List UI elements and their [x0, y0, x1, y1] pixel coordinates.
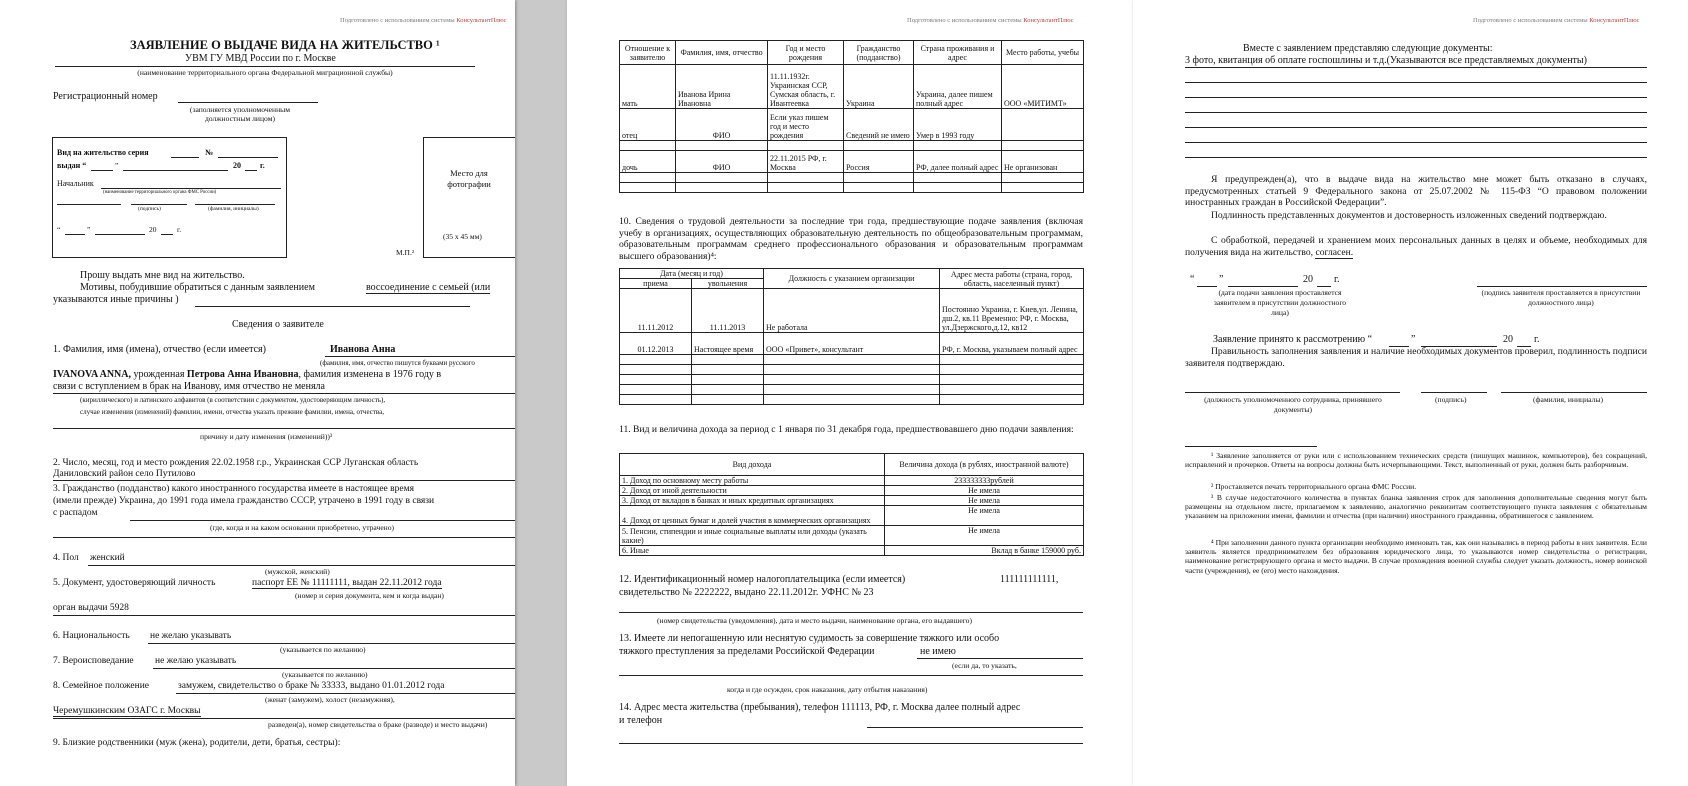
page-header: Подготовлено с использованием системы КонсультантПлюс [907, 17, 1074, 24]
reg-number-label: Регистрационный номер [53, 91, 158, 102]
footnote-2: ² Проставляется печать территориального органа ФМС России. [1211, 482, 1417, 491]
page-header: Подготовлено с использованием системы КонсультантПлюс [340, 17, 507, 24]
q10-text: 10. Сведения о трудовой деятельности за последние три года, предшествующие подаче заявления (включая учебу в организациях, осуществляющих образовательную деятельность по общеобразовательным программам, образовательным программам среднего профессионального образования и образовательным программам высшего образования)⁴: [619, 216, 1083, 262]
q2-text-2: Даниловский район село Путилово [53, 469, 196, 479]
q5-value: паспорт ЕЕ № 11111111, выдан 22.11.2012 года [252, 578, 442, 588]
page-2: Подготовлено с использованием системы КонсультантПлюс Отношение к заявителю Фамилия, имя, отчество Год и место рождения Гражданство (подданство) Страна проживания и адрес Место работы, учебы мать Иванова Ирина Ивановна 11.11.1932г. Украинская ССР, Сумская область, г. Ивантеевка Украина Украина, далее пишем полный адрес ООО «МИТИМТ» отец ФИО Если указ пишем год и место рождения Сведений не имею Умер в 1993 году дочь ФИО 22.11.2015 РФ, г. Москва Россия РФ, далее полный адрес Не организован 10. Сведения о трудовой деятельности за последние три года, предшествующие подаче заявления (включая учебу в организациях, осуществляющих образовательную деятельность по общеобразовательным программам, образовательным программам среднего профессионального образования и образовательным программам высшего образования)⁴: Дата (месяц и год) Должность с указанием организации Адрес места работы (страна, город, область, населенный пункт) приема увольнения 11.11.2012 11.11.2013 Не работала Постоянно Украина, г. Киев,ул. Ленина, дш.2, кв.11 Временно: РФ, г. Москва, ул.Дзержского,д.12, кв12 01.12.2013 Настоящее время ООО «Привет», консультант РФ, г. Москва, указываем полный адрес 11. Вид и величина дохода за период с 1 января по 31 декабря года, предшествовавшего дню подачи заявления: Вид дохода Величина дохода (в рублях, иностранной валюте) 1. Доход по основному месту работы 233333333рублей 2. Доход от иной деятельности Не имела 3. Доход от вкладов в банках и иных кредитных организациях Не имела 4. Доход от ценных бумаг и долей участия в коммерческих организациях Не имела 5. Пенсии, стипендии и иные социальные выплаты или доходы (указать какие) Не имела 6. Иные Вклад в банке 159000 руб. 12. Идентификационный номер налогоплательщика (если имеется) 111111111111, свидетельство № 2222222, выдано 22.11.2012г. УФНС № 23 (номер свидетельства (уведомления), дата и место выдачи, наименование органа, его выдавшего) 13. Имеете ли непогашенную или неснятую судимость за совершение тяжкого или особо тяжкого преступления за пределами Российской Федерации не имею (если да, то указать, когда и где осужден, срок наказания, дату отбытия наказания) 14. Адрес места жительства (пребывания), телефон 111113, РФ, г. Москва далее полный адрес и телефон [567, 0, 1133, 786]
applicant-section-title: Сведения о заявителе [232, 319, 324, 330]
table-row: 6. Иные Вклад в банке 159000 руб. [620, 546, 1084, 556]
work-table: Дата (месяц и год) Должность с указанием организации Адрес места работы (страна, город, область, населенный пункт) приема увольнения 11.11.2012 11.11.2013 Не работала Постоянно Украина, г. Киев,ул. Ленина, дш.2, кв.11 Временно: РФ, г. Москва, ул.Дзержского,д.12, кв12 01.12.2013 Настоящее время ООО «Привет», консультант РФ, г. Москва, указываем полный адрес [619, 268, 1084, 405]
q13-text-2: тяжкого преступления за пределами Российской Федерации [619, 646, 875, 657]
docs-intro: Вместе с заявлением представляю следующие документы: [1243, 43, 1493, 54]
photo-label: Место для фотографии [447, 168, 491, 189]
table-row: 2. Доход от иной деятельности Не имела [620, 486, 1084, 496]
q12-label: 12. Идентификационный номер налогоплательщика (если имеется) [619, 574, 906, 585]
relatives-table: Отношение к заявителю Фамилия, имя, отчество Год и место рождения Гражданство (подданство) Страна проживания и адрес Место работы, учебы мать Иванова Ирина Ивановна 11.11.1932г. Украинская ССР, Сумская область, г. Ивантеевка Украина Украина, далее пишем полный адрес ООО «МИТИМТ» отец ФИО Если указ пишем год и место рождения Сведений не имею Умер в 1993 году дочь ФИО 22.11.2015 РФ, г. Москва Россия РФ, далее полный адрес Не организован [619, 40, 1084, 193]
date-caption: (дата подачи заявления проставляется заявителем в присутствии должностного лица) [1213, 288, 1347, 317]
table-row: 11.11.2012 11.11.2013 Не работала Постоянно Украина, г. Киев,ул. Ленина, дш.2, кв.11 Временно: РФ, г. Москва, ул.Дзержского,д.12, кв12 [620, 289, 1084, 333]
q12-cert: свидетельство № 2222222, выдано 22.11.2012г. УФНС № 23 [619, 587, 874, 598]
footnote-3: ³ В случае недостаточного количества в пунктах бланка заявления строк для заполнения дополнительные сведения могут быть размещены на отдельном листе, прилагаемом к заявлению, аналогично реквизитам соответствующего пункта заявления с обязательным указанием на приложении имени, фамилии и отчества (при наличии) иностранного гражданина, обратившегося с заявлением. [1185, 493, 1647, 521]
motives-value: воссоединение с семьей (или [366, 282, 491, 293]
q2-text: 2. Число, месяц, год и место рождения 22.02.1958 г.р., Украинская ССР Луганская область [53, 458, 419, 468]
page-3: Подготовлено с использованием системы КонсультантПлюс Вместе с заявлением представляю следующие документы: 3 фото, квитанция об оплате госпошлины и т.д.(Указываются все представляемых документы) Я предупрежден(а), что в выдаче вида на жительство мне может быть отказано в случаях, предусмотренных статьей 9 Федерального закона от 25.07.2002 № 115-ФЗ “О правовом положении иностранных граждан в Российской Федерации”. Подлинность представленных документов и достоверность изложенных сведений подтверждаю. С обработкой, передачей и хранением моих персональных данных в целях и объеме, необходимых для получения вида на жительство, согласен. “ ” 20 г. (дата подачи заявления проставляется заявителем в присутствии должностного лица) (подпись заявителя проставляется в присутствии должностного лица) Заявление принято к рассмотрению “ ” 20 г. Правильность заполнения заявления и наличие необходимых документов проверил, подлинность подписи заявителя подтверждаю. (должность уполномоченного сотрудника, принявшего документы) (подпись) (фамилия, инициалы) ¹ Заявление заполняется от руки или с использованием технических средств (пишущих машинок, компьютеров), без сокращений, исправлений и прочерков. Ответы на вопросы должны быть исчерпывающими. Текст, выполненный от руки, должен быть разборчивым. ² Проставляется печать территориального органа ФМС России. ³ В случае недостаточного количества в пунктах бланка заявления строк для заполнения дополнительные сведения могут быть размещены на отдельном листе, прилагаемом к заявлению, аналогично реквизитам соответствующего пункта заявления с обязательным указанием на приложении имени, фамилии и отчества (при наличии) иностранного гражданина, обратившегося с заявлением. ⁴ При заполнении данного пункта организации необходимо именовать так, как они назывались в период работы в них заявителя. Если заявитель является предпринимателем без образования юридического лица, то указываются номер свидетельства о регистрации, наименование регистрирующего органа и место выдачи. В случае прохождения военной службы следует указать должность, номер воинской части (учреждения), ее (его) место нахождения. [1133, 0, 1688, 786]
authority-name: УВМ ГУ МВД России по г. Москве [185, 53, 336, 64]
table-row: 1. Доход по основному месту работы 233333333рублей [620, 476, 1084, 486]
q1-line-3: связи с вступлением в брак на Иванову, имя отчество не меняла [53, 381, 325, 392]
table-row: 5. Пенсии, стипендии и иные социальные выплаты или доходы (указать какие) Не имела [620, 526, 1084, 546]
q6-label: 6. Национальность [53, 631, 130, 641]
form-title: ЗАЯВЛЕНИЕ О ВЫДАЧЕ ВИДА НА ЖИТЕЛЬСТВО ¹ [130, 38, 440, 52]
q13-text: 13. Имеете ли непогашенную или неснятую судимость за совершение тяжкого или особо [619, 633, 1000, 644]
q3-text: 3. Гражданство (подданство) какого иностранного государства имеете в настоящее время [53, 484, 414, 494]
reg-number-caption: (заполняется уполномоченным должностным лицом) [189, 105, 291, 123]
permit-box: Вид на жительство серия № выдан “ ” 20 г. Начальник (наименование территориального органа ФМС России) (подпись) (фамилия, инициалы) “ ” 20 г. [52, 137, 287, 258]
applicant-sign-caption: (подпись заявителя проставляется в присутствии должностного лица) [1481, 288, 1641, 307]
accepted-label: Заявление принято к рассмотрению “ [1213, 334, 1373, 345]
officer-caption: (должность уполномоченного сотрудника, принявшего документы) [1204, 395, 1382, 414]
q11-text: 11. Вид и величина дохода за период с 1 января по 31 декабря года, предшествовавшего дню подачи заявления: [619, 424, 1074, 435]
photo-box: Место для фотографии (35 х 45 мм) [423, 137, 515, 258]
table-row: мать Иванова Ирина Ивановна 11.11.1932г. Украинская ССР, Сумская область, г. Ивантеевка Украина Украина, далее пишем полный адрес ООО «МИТИМТ» [620, 65, 1084, 109]
q9-label: 9. Близкие родственники (муж (жена), родители, дети, братья, сестры): [53, 738, 341, 748]
q6-value: не желаю указывать [150, 631, 232, 641]
q5-issuer: орган выдачи 5928 [53, 603, 129, 613]
q8-issuer: Черемушкинским ОЗАГС г. Москвы [53, 706, 201, 716]
check-text: Правильность заполнения заявления и наличие необходимых документов проверил, подлинность подписи заявителя подтверждаю. [1185, 346, 1647, 369]
q3-text-3: с распадом [53, 508, 98, 518]
footnote-4: ⁴ При заполнении данного пункта организации необходимо именовать так, как они назывались в период работы в них заявителя. Если заявитель является предпринимателем без образования юридического лица, то указываются номер свидетельства о регистрации, наименование регистрирующего органа и место выдачи. В случае прохождения военной службы следует указать должность, номер воинской части (учреждения), ее (его) место нахождения. [1185, 538, 1647, 575]
warning-text: Я предупрежден(а), что в выдаче вида на жительство мне может быть отказано в случаях, предусмотренных статьей 9 Федерального закона от 25.07.2002 № 115-ФЗ “О правовом положении иностранных граждан в Российской Федерации”. [1185, 174, 1647, 208]
table-row: дочь ФИО 22.11.2015 РФ, г. Москва Россия РФ, далее полный адрес Не организован [620, 151, 1084, 173]
page-1: Подготовлено с использованием системы КонсультантПлюс ЗАЯВЛЕНИЕ О ВЫДАЧЕ ВИДА НА ЖИТЕЛЬСТВО ¹ УВМ ГУ МВД России по г. Москве (наименование территориального органа Федеральной миграционной службы) Регистрационный номер (заполняется уполномоченным должностным лицом) Вид на жительство серия № выдан “ ” 20 г. Начальник (наименование территориального органа ФМС России) (подпись) (фамилия, инициалы) “ ” 20 г. Место для фотографии (35 х 45 мм) М.П.² Прошу выдать мне вид на жительство. Мотивы, побудившие обратиться с данным заявлением воссоединение с семьей (или указываются иные причины ) Сведения о заявителе 1. Фамилия, имя (имена), отчество (если имеется) Иванова Анна (фамилия, имя, отчество пишутся буквами русского IVANOVA ANNA, урожденная Петрова Анна Ивановна, фамилия изменена в 1976 году в связи с вступлением в брак на Иванову, имя отчество не меняла (кириллического) и латинского алфавитов (в соответствии с документом, удостоверяющим личность), случае изменения (изменений) фамилии, имени, отчества указать прежние фамилии, имена, отчества, причину и дату изменения (изменений))³ 2. Число, месяц, год и место рождения 22.02.1958 г.р., Украинская ССР Луганская область Даниловский район село Путилово 3. Гражданство (подданство) какого иностранного государства имеете в настоящее время (имели прежде) Украина, до 1991 года имела гражданство СССР, утрачено в 1991 году в связи с распадом (где, когда и на каком основании приобретено, утрачено) 4. Пол женский (мужской, женский) 5. Документ, удостоверяющий личность паспорт ЕЕ № 11111111, выдан 22.11.2012 года (номер и серия документа, кем и когда выдан) орган выдачи 5928 6. Национальность не желаю указывать (указывается по желанию) 7. Вероисповедание не желаю указывать (указывается по желанию) 8. Семейное положение замужем, свидетельство о браке № 33333, выдано 01.01.2012 года (женат (замужем), холост (незамужняя), Черемушкинским ОЗАГС г. Москвы разведен(а), номер свидетельства о браке (разводе) и место выдачи) 9. Близкие родственники (муж (жена), родители, дети, братья, сестры): [0, 0, 515, 786]
table-row: 4. Доход от ценных бумаг и долей участия в коммерческих организациях Не имела [620, 506, 1084, 526]
q1-value: Иванова Анна [330, 344, 396, 355]
q8-value: замужем, свидетельство о браке № 33333, выдано 01.01.2012 года [178, 681, 445, 691]
q13-value: не имею [920, 646, 956, 657]
authority-caption: (наименование территориального органа Федеральной миграционной службы) [137, 68, 393, 77]
q12-value: 111111111111, [1000, 574, 1059, 585]
stamp-mark: М.П.² [396, 248, 415, 257]
table-row: 3. Доход от вкладов в банках и иных кредитных организациях Не имела [620, 496, 1084, 506]
income-table: Вид дохода Величина дохода (в рублях, иностранной валюте) 1. Доход по основному месту работы 233333333рублей 2. Доход от иной деятельности Не имела 3. Доход от вкладов в банках и иных кредитных организациях Не имела 4. Доход от ценных бумаг и долей участия в коммерческих организациях Не имела 5. Пенсии, стипендии и иные социальные выплаты или доходы (указать какие) Не имела 6. Иные Вклад в банке 159000 руб. [619, 453, 1084, 556]
q1-label: 1. Фамилия, имя (имена), отчество (если имеется) [53, 344, 266, 355]
q4-label: 4. Пол [53, 553, 79, 563]
motives-label: Мотивы, побудившие обратиться с данным заявлением [80, 282, 315, 293]
q14-text-2: и телефон [619, 715, 663, 726]
q14-text: 14. Адрес места жительства (пребывания), телефон 111113, РФ, г. Москва далее полный адрес [619, 702, 1021, 713]
consent-text: С обработкой, передачей и хранением моих персональных данных в целях и объеме, необходимых для получения вида на жительство, согласен. [1185, 235, 1647, 258]
table-row: отец ФИО Если указ пишем год и место рождения Сведений не имею Умер в 1993 году [620, 109, 1084, 141]
table-row: 01.12.2013 Настоящее время ООО «Привет», консультант РФ, г. Москва, указываем полный адрес [620, 333, 1084, 355]
q3-text-2: (имели прежде) Украина, до 1991 года имела гражданство СССР, утрачено в 1991 году в связи [53, 496, 435, 506]
motives-value-2: указываются иные причины ) [53, 294, 179, 305]
footnote-1: ¹ Заявление заполняется от руки или с использованием технических средств (пишущих машинок, компьютеров), без сокращений, исправлений и прочерков. Ответы на вопросы должны быть исчерпывающими. Текст, выполненный от руки, должен быть разборчивым. [1185, 451, 1647, 470]
q1-line-2: IVANOVA ANNA, урожденная Петрова Анна Ивановна, фамилия изменена в 1976 году в [53, 369, 442, 380]
authenticity-text: Подлинность представленных документов и достоверность изложенных сведений подтверждаю. [1211, 210, 1607, 221]
q4-value: женский [90, 553, 125, 563]
request-text: Прошу выдать мне вид на жительство. [80, 270, 245, 281]
q8-label: 8. Семейное положение [53, 681, 150, 691]
q7-label: 7. Вероисповедание [53, 656, 134, 666]
docs-value: 3 фото, квитанция об оплате госпошлины и т.д.(Указываются все представляемых документы) [1185, 55, 1587, 66]
q5-label: 5. Документ, удостоверяющий личность [53, 578, 216, 588]
page-header: Подготовлено с использованием системы КонсультантПлюс [1473, 17, 1640, 24]
q7-value: не желаю указывать [155, 656, 237, 666]
